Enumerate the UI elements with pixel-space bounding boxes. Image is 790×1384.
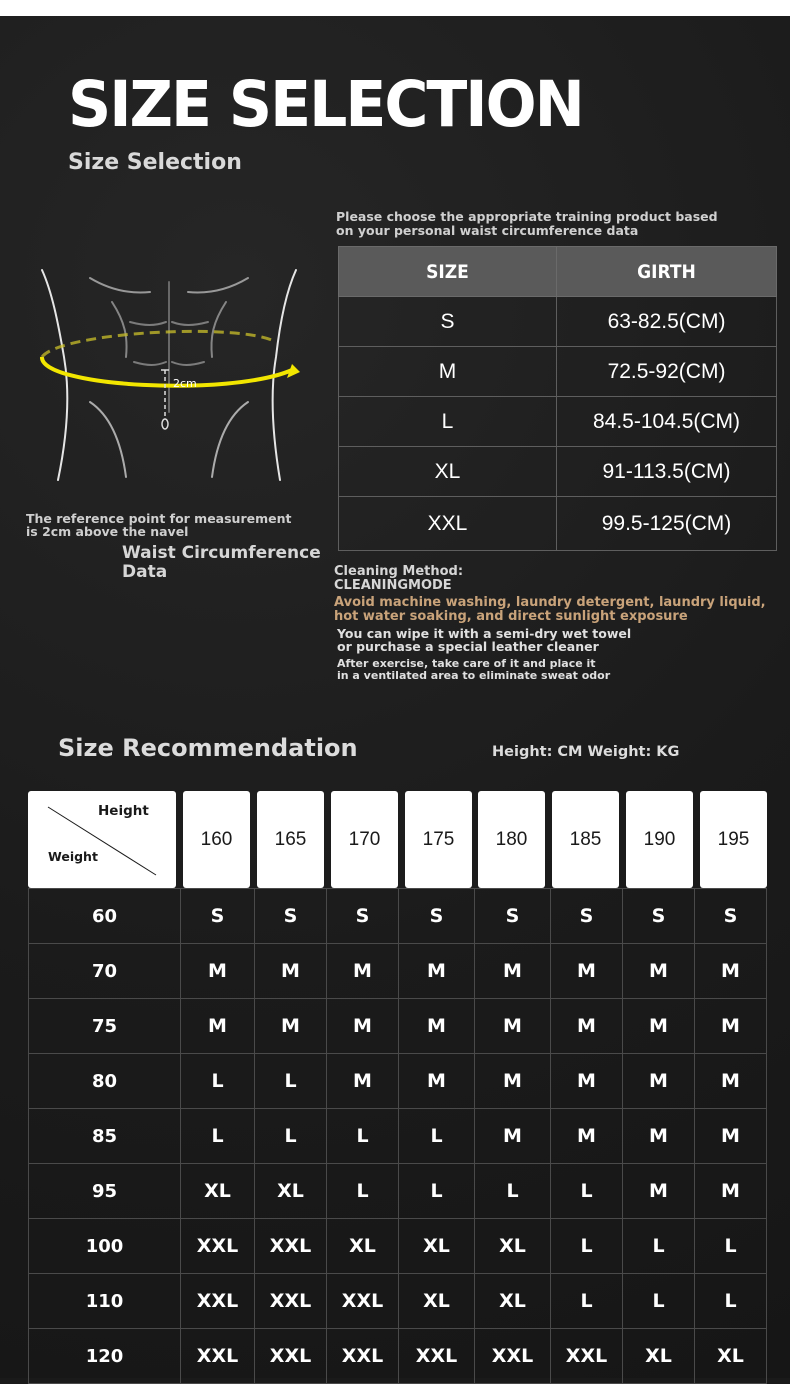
size-recommendation-cell: XXL: [181, 1274, 255, 1329]
girth-cell: 63-82.5(CM): [557, 297, 777, 347]
size-recommendation-cell: XL: [475, 1274, 551, 1329]
weight-cell: 70: [29, 944, 181, 999]
size-recommendation-cell: M: [551, 944, 623, 999]
size-recommendation-cell: XL: [327, 1219, 399, 1274]
size-recommendation-cell: L: [623, 1274, 695, 1329]
size-recommendation-cell: M: [475, 1054, 551, 1109]
height-header: 190: [626, 791, 693, 888]
size-recommendation-cell: XXL: [475, 1329, 551, 1384]
size-recommendation-cell: XL: [255, 1164, 327, 1219]
size-recommendation-cell: L: [255, 1109, 327, 1164]
size-recommendation-grid: [28, 888, 767, 1384]
table-row: [29, 1109, 767, 1164]
size-recommendation-cell: XXL: [255, 1274, 327, 1329]
height-header: 195: [700, 791, 767, 888]
size-row: [339, 347, 777, 397]
intro-line: on your personal waist circumference data: [336, 223, 639, 238]
cleaning-tip-line: You can wipe it with a semi-dry wet towel: [337, 626, 632, 641]
size-recommendation-cell: L: [551, 1274, 623, 1329]
size-recommendation-cell: XL: [399, 1219, 475, 1274]
size-cell: M: [339, 347, 557, 397]
size-girth-table: [338, 246, 777, 551]
size-recommendation-cell: L: [399, 1164, 475, 1219]
size-recommendation-cell: S: [399, 889, 475, 944]
table-row: [29, 1219, 767, 1274]
size-recommendation-cell: M: [551, 1054, 623, 1109]
waist-caption-line: Data: [122, 562, 168, 582]
cleaning-heading-line: Cleaning Method:: [334, 564, 464, 579]
size-cell: XL: [339, 447, 557, 497]
size-recommendation-cell: S: [181, 889, 255, 944]
size-recommendation-cell: M: [623, 999, 695, 1054]
size-recommendation-cell: M: [623, 944, 695, 999]
page-subtitle: Size Selection: [68, 150, 242, 175]
size-recommendation-cell: L: [695, 1219, 767, 1274]
size-recommendation-cell: L: [623, 1219, 695, 1274]
table-row: [29, 1329, 767, 1384]
cleaning-warning-line: Avoid machine washing, laundry detergent, laundry liquid,: [334, 595, 766, 610]
size-recommendation-cell: S: [255, 889, 327, 944]
size-recommendation-cell: S: [475, 889, 551, 944]
size-recommendation-cell: XXL: [327, 1329, 399, 1384]
size-cell: XXL: [339, 497, 557, 551]
torso-drawing: [30, 262, 310, 492]
waist-caption-line: Waist Circumference: [122, 543, 321, 563]
cleaning-tip: [337, 627, 774, 653]
size-recommendation-cell: M: [327, 1054, 399, 1109]
height-header: 180: [478, 791, 545, 888]
height-header: 185: [552, 791, 619, 888]
recommendation-units: Height: CM Weight: KG: [492, 744, 680, 760]
size-recommendation-cell: L: [181, 1054, 255, 1109]
size-recommendation-cell: L: [475, 1164, 551, 1219]
size-recommendation-cell: M: [695, 1054, 767, 1109]
size-recommendation-cell: M: [399, 944, 475, 999]
size-recommendation-cell: S: [327, 889, 399, 944]
measure-label: 2cm: [173, 377, 197, 390]
size-recommendation-cell: M: [255, 999, 327, 1054]
cleaning-tip-line: or purchase a special leather cleaner: [337, 639, 599, 654]
size-row: [339, 297, 777, 347]
girth-cell: 84.5-104.5(CM): [557, 397, 777, 447]
corner-weight-label: Weight: [48, 849, 98, 864]
table-row: [29, 1164, 767, 1219]
girth-cell: 91-113.5(CM): [557, 447, 777, 497]
size-recommendation-cell: XXL: [255, 1219, 327, 1274]
height-header: 165: [257, 791, 324, 888]
size-recommendation-cell: M: [623, 1054, 695, 1109]
cleaning-section: [334, 565, 774, 682]
reference-line: The reference point for measurement: [26, 511, 292, 526]
top-strip: [0, 0, 790, 16]
size-recommendation-cell: M: [475, 944, 551, 999]
intro-line: Please choose the appropriate training product based: [336, 209, 718, 224]
size-recommendation-cell: XL: [399, 1274, 475, 1329]
weight-cell: 100: [29, 1219, 181, 1274]
intro-text: [336, 210, 766, 238]
size-recommendation-cell: M: [695, 1109, 767, 1164]
size-recommendation-cell: M: [327, 944, 399, 999]
size-recommendation-cell: XXL: [399, 1329, 475, 1384]
size-recommendation-cell: M: [327, 999, 399, 1054]
size-recommendation-cell: XL: [695, 1329, 767, 1384]
size-recommendation-cell: M: [399, 1054, 475, 1109]
table-corner-cell: [28, 791, 176, 888]
height-header: 160: [183, 791, 250, 888]
size-recommendation-cell: L: [551, 1219, 623, 1274]
size-recommendation-cell: S: [623, 889, 695, 944]
cleaning-warning-line: hot water soaking, and direct sunlight exposure: [334, 609, 688, 624]
size-cell: S: [339, 297, 557, 347]
weight-cell: 60: [29, 889, 181, 944]
size-recommendation-cell: M: [623, 1164, 695, 1219]
size-row: [339, 397, 777, 447]
cleaning-aftercare-line: After exercise, take care of it and place it: [337, 657, 596, 670]
girth-header: GIRTH: [557, 247, 777, 297]
size-row: [339, 497, 777, 551]
cleaning-aftercare-line: in a ventilated area to eliminate sweat odor: [337, 669, 611, 682]
size-row: [339, 447, 777, 497]
cleaning-heading: [334, 565, 774, 593]
table-row: [29, 889, 767, 944]
waist-illustration: [30, 262, 310, 492]
size-recommendation-cell: M: [181, 944, 255, 999]
size-recommendation-cell: M: [181, 999, 255, 1054]
size-recommendation-cell: M: [475, 999, 551, 1054]
corner-height-label: Height: [98, 803, 149, 819]
recommendation-title: Size Recommendation: [58, 734, 358, 762]
size-recommendation-cell: M: [623, 1109, 695, 1164]
size-recommendation-cell: L: [551, 1164, 623, 1219]
height-header: 170: [331, 791, 398, 888]
size-recommendation-cell: XXL: [327, 1274, 399, 1329]
size-recommendation-cell: M: [695, 1164, 767, 1219]
size-recommendation-cell: XL: [181, 1164, 255, 1219]
size-recommendation-cell: XXL: [181, 1329, 255, 1384]
weight-cell: 85: [29, 1109, 181, 1164]
size-recommendation-cell: XL: [623, 1329, 695, 1384]
reference-note: [26, 512, 326, 538]
table-row: [29, 1274, 767, 1329]
cleaning-warning: [334, 596, 774, 624]
size-recommendation-cell: XXL: [551, 1329, 623, 1384]
size-recommendation-cell: M: [255, 944, 327, 999]
girth-cell: 99.5-125(CM): [557, 497, 777, 551]
size-recommendation-cell: M: [551, 1109, 623, 1164]
weight-cell: 75: [29, 999, 181, 1054]
size-recommendation-cell: M: [475, 1109, 551, 1164]
height-header: 175: [405, 791, 472, 888]
size-recommendation-cell: L: [327, 1164, 399, 1219]
size-cell: L: [339, 397, 557, 447]
size-recommendation-cell: M: [695, 999, 767, 1054]
size-recommendation-cell: L: [327, 1109, 399, 1164]
size-recommendation-cell: M: [695, 944, 767, 999]
size-header: SIZE: [339, 247, 557, 297]
size-recommendation-cell: L: [255, 1054, 327, 1109]
table-row: [29, 999, 767, 1054]
weight-cell: 80: [29, 1054, 181, 1109]
size-recommendation-cell: XL: [475, 1219, 551, 1274]
size-recommendation-cell: XXL: [181, 1219, 255, 1274]
weight-cell: 95: [29, 1164, 181, 1219]
size-recommendation-cell: L: [695, 1274, 767, 1329]
size-recommendation-cell: S: [695, 889, 767, 944]
page-title: SIZE SELECTION: [68, 68, 583, 142]
table-row: [29, 1054, 767, 1109]
cleaning-heading-line: CLEANINGMODE: [334, 578, 452, 593]
size-recommendation-cell: S: [551, 889, 623, 944]
cleaning-aftercare: [337, 658, 774, 682]
size-recommendation-cell: L: [399, 1109, 475, 1164]
size-recommendation-cell: M: [399, 999, 475, 1054]
reference-line: is 2cm above the navel: [26, 524, 189, 539]
girth-cell: 72.5-92(CM): [557, 347, 777, 397]
table-row: [29, 944, 767, 999]
waist-caption: [122, 544, 321, 582]
weight-cell: 110: [29, 1274, 181, 1329]
size-recommendation-cell: L: [181, 1109, 255, 1164]
size-recommendation-cell: XXL: [255, 1329, 327, 1384]
weight-cell: 120: [29, 1329, 181, 1384]
size-recommendation-cell: M: [551, 999, 623, 1054]
